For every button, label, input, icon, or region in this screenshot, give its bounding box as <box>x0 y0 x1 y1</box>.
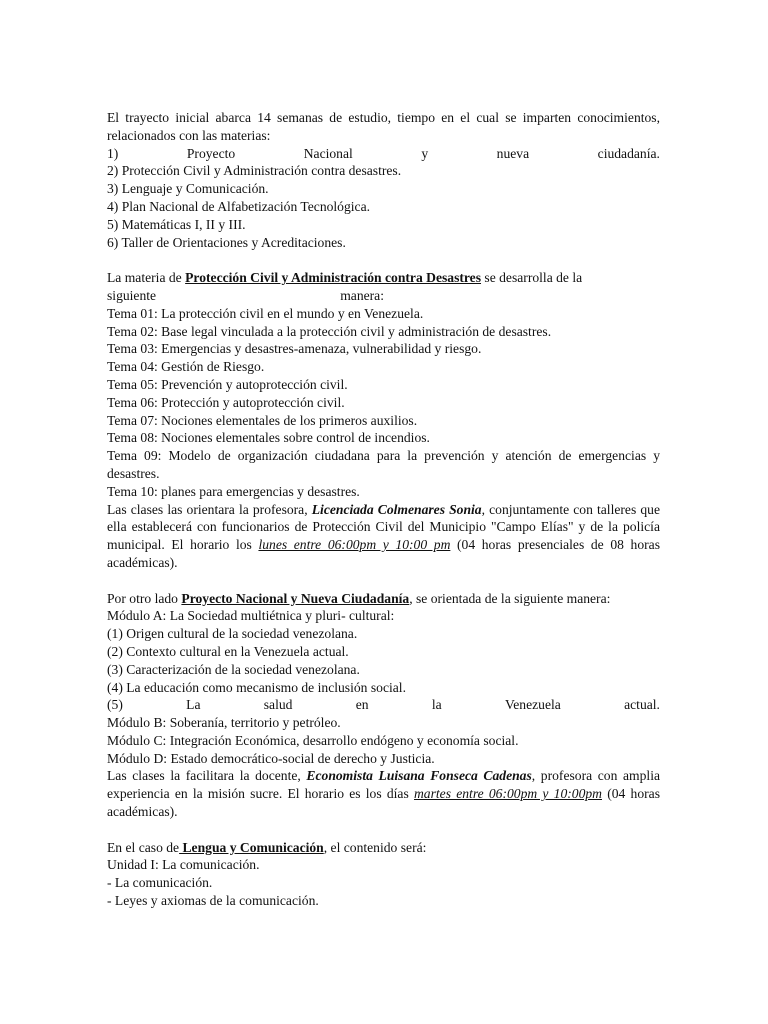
proteccion-subject-title: Protección Civil y Administración contra Desastres <box>185 270 482 286</box>
tema-08: Tema 08: Nociones elementales sobre control de incendios. <box>107 430 430 446</box>
modulo-c: Módulo C: Integración Económica, desarrollo endógeno y economía social. <box>107 732 519 748</box>
document-page <box>107 109 660 910</box>
intro-section <box>107 109 660 251</box>
subject-item-4: 4) Plan Nacional de Alfabetización Tecnológica. <box>107 198 371 214</box>
subject-item-3: 3) Lenguaje y Comunicación. <box>107 181 269 197</box>
tema-06: Tema 06: Protección y autoprotección civil. <box>107 394 345 410</box>
tema-09: Tema 09: Modelo de organización ciudadana para la prevención y atención de emergencias y desastres. <box>107 448 660 481</box>
proteccion-clases-paragraph: Las clases las orientara la profesora, Licenciada Colmenares Sonia, conjuntamente con talleres que ella establecerá con funcionarios de Protección Civil del Municipio "Campo Elías" y de la policía municipal. El horario los lunes entre 06:00pm y 10:00 pm (04 horas presenciales de 08 horas académicas). <box>107 501 660 570</box>
proyecto-section <box>107 590 660 821</box>
proteccion-lead-line2: siguiente manera: <box>107 287 384 303</box>
modulo-a-item-3: (3) Caracterización de la sociedad venezolana. <box>107 661 360 677</box>
modulo-a-item-1: (1) Origen cultural de la sociedad venezolana. <box>107 626 358 642</box>
subject-item-1: 1) Proyecto Nacional y nueva ciudadanía. <box>107 145 660 161</box>
tema-10: Tema 10: planes para emergencias y desastres. <box>107 483 360 499</box>
proyecto-lead: Por otro lado Proyecto Nacional y Nueva Ciudadanía, se orientada de la siguiente manera: <box>107 590 611 606</box>
lengua-subject-title: Lengua y Comunicación <box>179 839 324 855</box>
proteccion-schedule: lunes entre 06:00pm y 10:00 pm <box>258 537 451 553</box>
tema-05: Tema 05: Prevención y autoprotección civil. <box>107 376 348 392</box>
proyecto-clases-paragraph: Las clases la facilitara la docente, Economista Luisana Fonseca Cadenas, profesora con amplia experiencia en la misión sucre. El horario es los días martes entre 06:00pm y 10:00pm (04 horas académicas). <box>107 768 661 820</box>
subject-item-2: 2) Protección Civil y Administración contra desastres. <box>107 163 402 179</box>
modulo-b: Módulo B: Soberanía, territorio y petróleo. <box>107 715 341 731</box>
tema-01: Tema 01: La protección civil en el mundo y en Venezuela. <box>107 305 424 321</box>
modulo-a-item-2: (2) Contexto cultural en la Venezuela actual. <box>107 643 349 659</box>
unidad-1-item-1: - La comunicación. <box>107 875 213 891</box>
tema-03: Tema 03: Emergencias y desastres-amenaza, vulnerabilidad y riesgo. <box>107 341 482 357</box>
unidad-1: Unidad I: La comunicación. <box>107 857 260 873</box>
proyecto-subject-title: Proyecto Nacional y Nueva Ciudadanía <box>181 590 410 606</box>
proyecto-teacher-name: Economista Luisana Fonseca Cadenas <box>306 768 532 784</box>
unidad-1-item-2: - Leyes y axiomas de la comunicación. <box>107 893 319 909</box>
modulo-d: Módulo D: Estado democrático-social de derecho y Justicia. <box>107 750 435 766</box>
modulo-a: Módulo A: La Sociedad multiétnica y pluri- cultural: <box>107 608 395 624</box>
tema-07: Tema 07: Nociones elementales de los primeros auxilios. <box>107 412 418 428</box>
subject-item-5: 5) Matemáticas I, II y III. <box>107 216 246 232</box>
proteccion-lead: La materia de Protección Civil y Administración contra Desastres se desarrolla de la <box>107 270 583 286</box>
modulo-a-item-5: (5) La salud en la Venezuela actual. <box>107 697 660 713</box>
tema-04: Tema 04: Gestión de Riesgo. <box>107 359 265 375</box>
subject-item-6: 6) Taller de Orientaciones y Acreditaciones. <box>107 234 346 250</box>
proteccion-section <box>107 269 660 572</box>
proyecto-schedule: martes entre 06:00pm y 10:00pm <box>413 786 602 802</box>
intro-paragraph: El trayecto inicial abarca 14 semanas de estudio, tiempo en el cual se imparten conocimientos, relacionados con las materias: <box>107 110 660 143</box>
lengua-section <box>107 839 660 910</box>
modulo-a-item-4: (4) La educación como mecanismo de inclusión social. <box>107 679 406 695</box>
lengua-lead: En el caso de Lengua y Comunicación, el contenido será: <box>107 839 427 855</box>
proteccion-teacher-name: Licenciada Colmenares Sonia <box>311 501 482 517</box>
tema-02: Tema 02: Base legal vinculada a la protección civil y administración de desastres. <box>107 323 552 339</box>
